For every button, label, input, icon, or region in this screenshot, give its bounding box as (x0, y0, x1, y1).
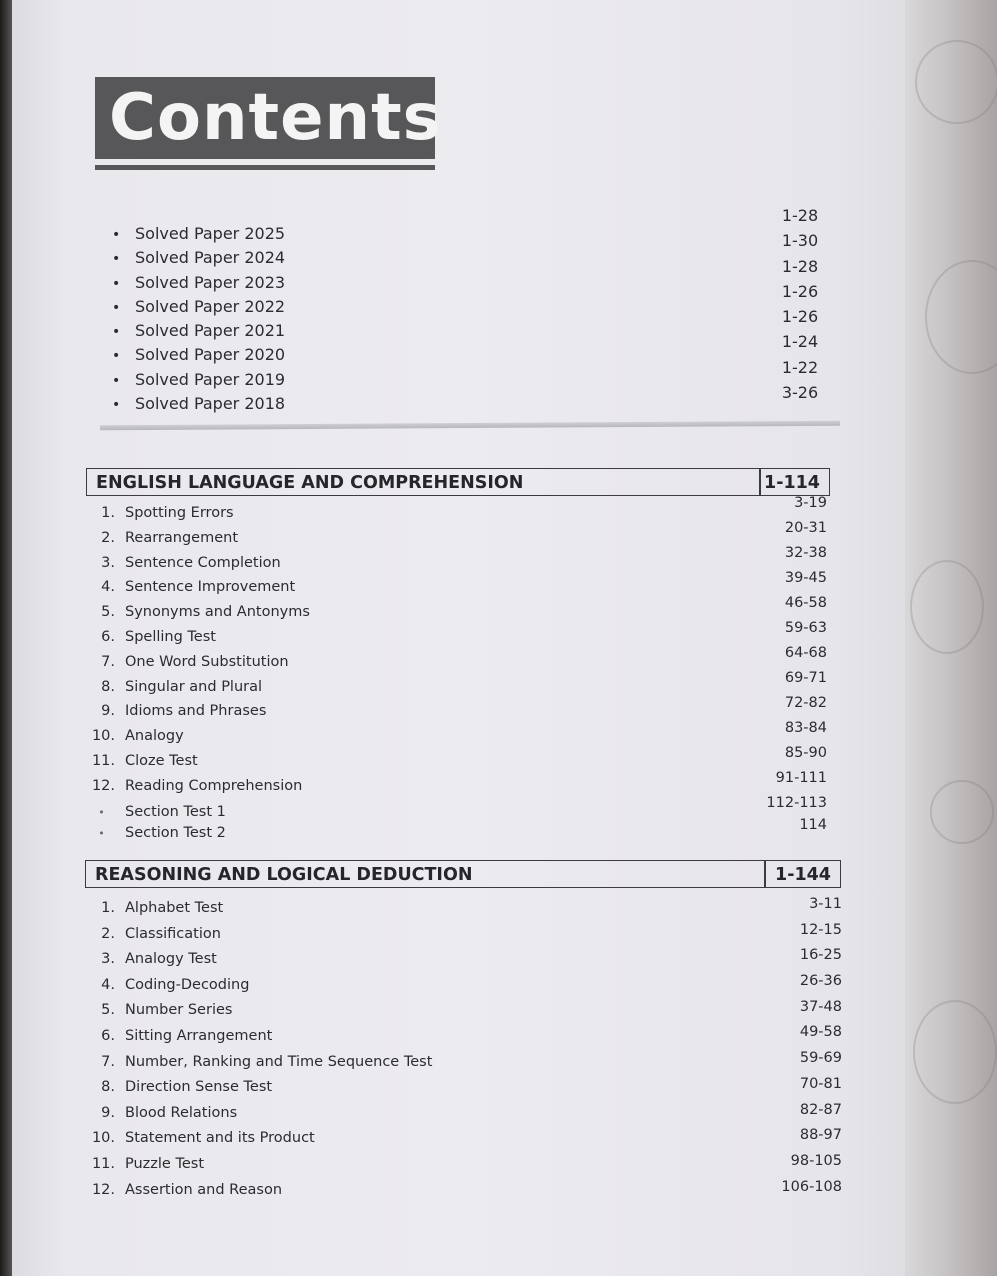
page-range: 16-25 (799, 947, 842, 964)
decorative-circle (913, 1000, 997, 1104)
page-range: 64-68 (784, 645, 827, 661)
page-range: 1-26 (781, 281, 819, 301)
list-item: 2. Rearrangement (101, 529, 239, 546)
next-page-edge (905, 0, 997, 1276)
page-range: 12-15 (799, 921, 842, 938)
page-range: 69-71 (784, 670, 827, 686)
page-range: 82-87 (799, 1101, 842, 1118)
page-range: 1-26 (781, 307, 819, 327)
list-item: 12. Reading Comprehension (91, 777, 303, 794)
page-range: 98-105 (790, 1152, 842, 1169)
solved-paper-item: • Solved Paper 2025 (112, 224, 286, 243)
list-item: 9. Blood Relations (101, 1104, 238, 1121)
english-topic-list (88, 501, 310, 843)
list-item: 5. Synonyms and Antonyms (101, 604, 310, 621)
solved-papers-page-ranges (770, 203, 830, 405)
english-page-ranges (742, 491, 827, 836)
list-item: 7. Number, Ranking and Time Sequence Test (101, 1053, 433, 1070)
page-range: 70-81 (799, 1075, 842, 1092)
solved-papers-list (112, 222, 292, 416)
list-item: 8. Singular and Plural (101, 678, 263, 695)
decorative-circle (910, 560, 984, 654)
list-item: 12. Assertion and Reason (91, 1181, 283, 1198)
solved-paper-item: • Solved Paper 2022 (112, 296, 286, 316)
page-range: 72-82 (784, 695, 827, 711)
contents-page (12, 0, 910, 1276)
page-range: 112-113 (766, 795, 827, 811)
page-range: 114 (799, 817, 827, 833)
list-item: 9. Idioms and Phrases (101, 703, 267, 720)
solved-paper-item: • Solved Paper 2023 (112, 272, 286, 292)
page-range: 3-19 (794, 495, 827, 511)
list-item: 5. Number Series (101, 1002, 233, 1019)
page-range: 85-90 (784, 745, 827, 761)
solved-paper-item: • Solved Paper 2019 (112, 369, 286, 389)
page-range: 1-22 (781, 357, 819, 377)
page-range: 3-26 (781, 383, 819, 403)
solved-paper-item: • Solved Paper 2020 (112, 345, 286, 365)
list-item: 6. Sitting Arrangement (101, 1027, 273, 1044)
page-range: 1-28 (781, 256, 819, 276)
page-range: 91-111 (775, 770, 827, 786)
page-range: 1-30 (781, 231, 819, 251)
reasoning-topic-list (88, 896, 432, 1203)
page-range: 106-108 (781, 1178, 842, 1195)
page-range: 49-58 (799, 1024, 842, 1041)
heading-underline (95, 165, 435, 170)
reasoning-page-ranges (752, 892, 842, 1200)
page-range: 46-58 (784, 595, 827, 611)
list-item: 3. Analogy Test (101, 951, 217, 968)
list-item: • Section Test 2 (98, 824, 226, 841)
section-range: 1-144 (775, 865, 831, 885)
page-range: 32-38 (784, 545, 827, 561)
solved-paper-item: • Solved Paper 2024 (112, 248, 286, 268)
page-range: 83-84 (784, 720, 827, 736)
decorative-circle (930, 780, 994, 844)
page-range: 59-69 (799, 1050, 842, 1067)
list-item: 2. Classification (101, 925, 221, 942)
list-item: 6. Spelling Test (101, 628, 216, 645)
list-item: 4. Sentence Improvement (101, 579, 296, 596)
section-title: ENGLISH LANGUAGE AND COMPREHENSION (96, 473, 524, 493)
list-item: 10. Statement and its Product (91, 1130, 315, 1147)
list-item: 4. Coding-Decoding (101, 976, 250, 993)
solved-paper-item: • Solved Paper 2021 (112, 321, 286, 341)
section-range: 1-114 (764, 473, 820, 493)
decorative-circle (915, 40, 997, 124)
page-range: 39-45 (784, 570, 827, 586)
page-range: 3-11 (809, 896, 842, 912)
list-item: 7. One Word Substitution (101, 653, 289, 670)
page-range: 20-31 (784, 520, 827, 536)
section-title: REASONING AND LOGICAL DEDUCTION (95, 865, 473, 885)
list-item: 3. Sentence Completion (101, 554, 281, 571)
list-item: 8. Direction Sense Test (101, 1079, 273, 1096)
page-range: 1-24 (781, 332, 819, 352)
decorative-circle (925, 260, 997, 374)
list-item: 11. Puzzle Test (91, 1155, 205, 1172)
list-item: 1. Alphabet Test (101, 900, 224, 916)
list-item: 10. Analogy (91, 728, 184, 745)
solved-paper-item: • Solved Paper 2018 (112, 394, 286, 414)
page-range: 88-97 (799, 1127, 842, 1144)
section-divider (100, 421, 840, 431)
list-item: • Section Test 1 (98, 803, 226, 820)
page-range: 37-48 (799, 998, 842, 1015)
section-header-english (86, 468, 830, 496)
page-range: 59-63 (784, 620, 827, 636)
list-item: 11. Cloze Test (91, 752, 198, 769)
contents-heading: Contents (95, 77, 435, 159)
section-header-reasoning (85, 860, 841, 888)
list-item: 1. Spotting Errors (101, 505, 234, 521)
page-range: 26-36 (799, 973, 842, 990)
page-range: 1-28 (781, 206, 819, 225)
